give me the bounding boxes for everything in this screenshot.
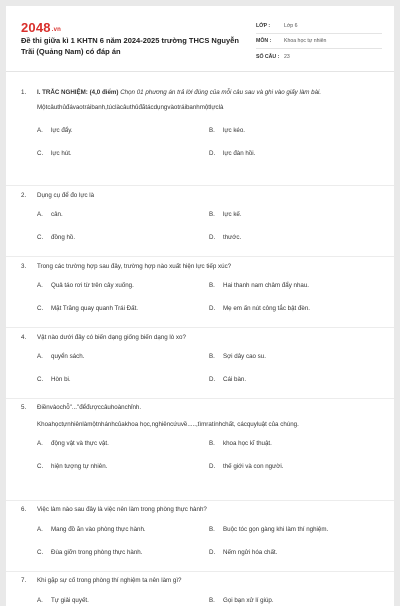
option-letter: D. bbox=[209, 549, 216, 556]
question-text: Khi gặp sự cố trong phòng thí nghiệm ta nên làm gì? bbox=[37, 577, 182, 584]
answer-option[interactable] bbox=[209, 149, 381, 158]
answer-option[interactable] bbox=[209, 548, 381, 557]
question-4 bbox=[6, 328, 394, 399]
question-text: Trong các trường hợp sau đây, trường hợp nào xuất hiện lực tiếp xúc? bbox=[37, 263, 232, 270]
option-text: Đùa giỡn trong phòng thực hành. bbox=[51, 549, 143, 556]
question-text: Điềnvàochỗ"..."đểđượccâuhoànchỉnh. bbox=[37, 404, 142, 411]
answer-option[interactable] bbox=[209, 210, 381, 219]
option-text: Buộc tóc gọn gàng khi làm thí nghiệm. bbox=[223, 526, 329, 533]
option-letter: C. bbox=[37, 376, 44, 383]
question-head bbox=[21, 403, 378, 412]
exam-meta-table bbox=[256, 19, 382, 64]
option-letter: D. bbox=[209, 150, 216, 157]
answer-options bbox=[21, 525, 378, 557]
option-letter: B. bbox=[209, 127, 215, 134]
option-text: Tự giải quyết. bbox=[51, 597, 89, 604]
document-page bbox=[6, 6, 394, 606]
logo-suffix: .vn bbox=[51, 27, 62, 33]
answer-option[interactable] bbox=[37, 439, 209, 448]
question-head bbox=[21, 88, 378, 97]
option-letter: D. bbox=[209, 305, 216, 312]
option-text: Cái bàn. bbox=[223, 376, 247, 383]
question-6 bbox=[6, 501, 394, 572]
meta-label: MÔN : bbox=[256, 38, 272, 44]
option-letter: A. bbox=[37, 597, 43, 604]
question-5 bbox=[6, 399, 394, 501]
question-2 bbox=[6, 186, 394, 257]
exam-title: Đề thi giữa kì 1 KHTN 6 năm 2024-2025 trường THCS Nguyễn Trãi (Quảng Nam) có đáp án bbox=[21, 36, 239, 56]
option-letter: C. bbox=[37, 305, 44, 312]
answer-option[interactable] bbox=[37, 462, 209, 471]
option-text: Hòn bi. bbox=[51, 376, 71, 383]
answer-option[interactable] bbox=[37, 304, 209, 313]
answer-option[interactable] bbox=[209, 281, 381, 290]
question-head bbox=[21, 576, 378, 585]
option-letter: A. bbox=[37, 211, 43, 218]
answer-options bbox=[21, 596, 378, 605]
option-text: Hai thanh nam châm đẩy nhau. bbox=[223, 282, 309, 289]
answer-option[interactable] bbox=[37, 149, 209, 158]
site-logo[interactable] bbox=[21, 20, 61, 35]
question-number: 3. bbox=[21, 263, 27, 270]
option-text: quyển sách. bbox=[51, 353, 85, 360]
question-text bbox=[37, 88, 378, 97]
option-text: Nếm ngửi hóa chất. bbox=[223, 549, 278, 556]
option-text: lực hút. bbox=[51, 150, 72, 157]
option-text: lực kéo. bbox=[223, 127, 246, 134]
option-text: lực kế. bbox=[223, 211, 242, 218]
option-letter: B. bbox=[209, 597, 215, 604]
option-letter: D. bbox=[209, 376, 216, 383]
question-text: Việc làm nào sau đây là việc nên làm trong phòng thực hành? bbox=[37, 506, 207, 513]
question-text: Dụng cụ để đo lực là bbox=[37, 192, 95, 199]
answer-option[interactable] bbox=[209, 462, 381, 471]
answer-option[interactable] bbox=[37, 525, 209, 534]
section-heading: I. TRẮC NGHIỆM: (4,0 điểm) bbox=[37, 89, 119, 96]
question-number: 4. bbox=[21, 334, 27, 341]
question-7 bbox=[6, 572, 394, 606]
question-list bbox=[6, 82, 394, 606]
option-letter: A. bbox=[37, 127, 43, 134]
question-stem: Mộtcâuthủđávaotráibanh,túclàcâuthủđãtácdụngvàotráibanhmộtlựclà bbox=[37, 104, 224, 111]
section-instruction: Chọn 01 phương án trả lời đúng của mỗi câu sau và ghi vào giấy làm bài. bbox=[118, 89, 322, 96]
question-head bbox=[21, 333, 378, 342]
option-letter: D. bbox=[209, 234, 216, 241]
answer-options bbox=[21, 126, 378, 158]
meta-value: Khoa học tự nhiên bbox=[284, 38, 327, 44]
meta-value: Lớp 6 bbox=[284, 23, 298, 29]
option-letter: B. bbox=[209, 211, 215, 218]
option-letter: C. bbox=[37, 549, 44, 556]
question-number: 7. bbox=[21, 577, 27, 584]
option-text: đồng hồ. bbox=[51, 234, 76, 241]
option-letter: C. bbox=[37, 463, 44, 470]
answer-option[interactable] bbox=[209, 304, 381, 313]
answer-option[interactable] bbox=[209, 525, 381, 534]
meta-value: 23 bbox=[284, 53, 290, 60]
option-letter: D. bbox=[209, 463, 216, 470]
option-letter: A. bbox=[37, 282, 43, 289]
option-letter: B. bbox=[209, 282, 215, 289]
option-letter: C. bbox=[37, 150, 44, 157]
option-text: Sợi dây cao su. bbox=[223, 353, 266, 360]
option-letter: A. bbox=[37, 353, 43, 360]
option-text: thước. bbox=[223, 234, 242, 241]
answer-option[interactable] bbox=[209, 439, 381, 448]
option-text: Mẹ em ấn nút công tắc bật đèn. bbox=[223, 305, 311, 312]
answer-option[interactable] bbox=[37, 126, 209, 135]
question-head bbox=[21, 505, 378, 514]
option-letter: A. bbox=[37, 526, 43, 533]
answer-options bbox=[21, 281, 378, 313]
answer-option[interactable] bbox=[37, 375, 209, 384]
answer-option[interactable] bbox=[209, 233, 381, 242]
answer-option[interactable] bbox=[209, 375, 381, 384]
question-head bbox=[21, 191, 378, 200]
option-letter: B. bbox=[209, 353, 215, 360]
option-text: khoa học kĩ thuật. bbox=[223, 440, 272, 447]
answer-option[interactable] bbox=[209, 126, 381, 135]
question-stem: Khoahọctựnhiênlàmộtnhánhcủakhoa học,nghiêncứuvề.....,tìmratínhchất, cácquyluật của chúng. bbox=[37, 421, 299, 428]
question-number: 6. bbox=[21, 506, 27, 513]
question-number: 2. bbox=[21, 192, 27, 199]
answer-option[interactable] bbox=[37, 210, 209, 219]
question-number: 1. bbox=[21, 89, 27, 96]
meta-row-subject bbox=[256, 34, 382, 49]
option-text: hiện tượng tự nhiên. bbox=[51, 463, 108, 470]
logo-text: 2048 bbox=[21, 20, 51, 35]
page-header bbox=[6, 6, 394, 72]
answer-option[interactable] bbox=[37, 281, 209, 290]
option-text: động vật và thực vật. bbox=[51, 440, 109, 447]
option-text: lực đẩy. bbox=[51, 127, 73, 134]
answer-options bbox=[21, 439, 378, 471]
answer-option[interactable] bbox=[37, 548, 209, 557]
question-head bbox=[21, 262, 378, 271]
option-letter: B. bbox=[209, 526, 215, 533]
option-text: Mặt Trăng quay quanh Trái Đất. bbox=[51, 305, 139, 312]
option-text: Mang đồ ăn vào phòng thực hành. bbox=[51, 526, 146, 533]
option-text: lực đàn hồi. bbox=[223, 150, 256, 157]
question-3 bbox=[6, 257, 394, 328]
option-text: Quả táo rơi từ trên cây xuống. bbox=[51, 282, 134, 289]
question-number: 5. bbox=[21, 404, 27, 411]
question-text: Vật nào dưới đây có biến dạng giống biến dạng lò xo? bbox=[37, 334, 186, 341]
option-letter: B. bbox=[209, 440, 215, 447]
meta-label: SỐ CÂU : bbox=[256, 53, 280, 60]
option-text: Gọi bạn xử lí giúp. bbox=[223, 597, 274, 604]
answer-option[interactable] bbox=[37, 596, 209, 605]
meta-row-class bbox=[256, 19, 382, 34]
option-text: thế giới và con người. bbox=[223, 463, 284, 470]
option-letter: A. bbox=[37, 440, 43, 447]
answer-options bbox=[21, 210, 378, 242]
meta-label: LỚP : bbox=[256, 23, 271, 29]
question-1 bbox=[6, 82, 394, 186]
answer-option[interactable] bbox=[37, 352, 209, 361]
meta-row-count bbox=[256, 49, 382, 64]
answer-option[interactable] bbox=[37, 233, 209, 242]
answer-option[interactable] bbox=[209, 596, 381, 605]
answer-options bbox=[21, 352, 378, 384]
option-text: cân. bbox=[51, 211, 63, 218]
option-letter: C. bbox=[37, 234, 44, 241]
answer-option[interactable] bbox=[209, 352, 381, 361]
